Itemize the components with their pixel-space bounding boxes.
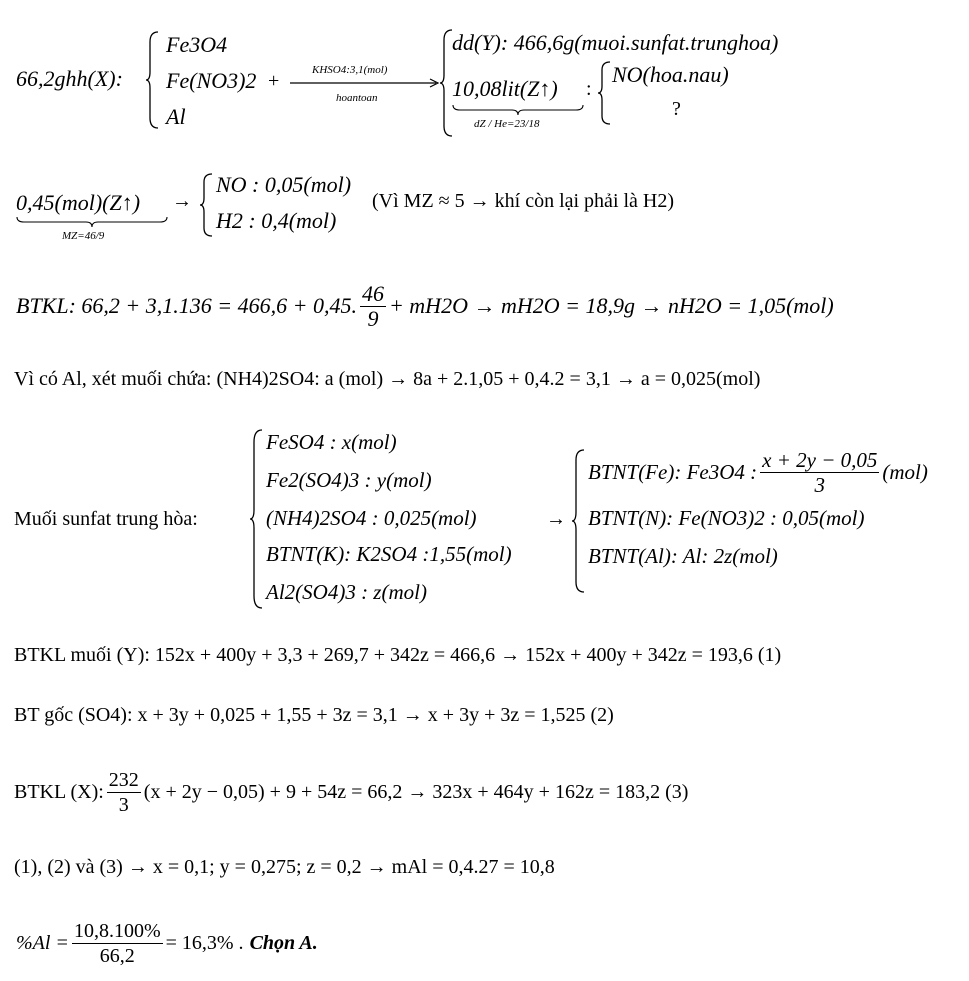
numerator: 232 (108, 768, 139, 791)
fraction (107, 768, 141, 817)
salt-item: Al2(SO4)3 : z(mol) (266, 580, 427, 604)
gas-no-amount: NO : 0,05(mol) (216, 172, 352, 197)
density-ratio: dZ / He=23/18 (474, 118, 540, 130)
equation-part: %Al = (16, 931, 69, 954)
equation-3 (14, 760, 688, 824)
fraction (72, 919, 163, 968)
note: (Vì MZ ≈ 5 → khí còn lại phải là H2) (372, 190, 675, 212)
sulfate-salts (0, 424, 969, 614)
ammonium-line: Vì có Al, xét muối chứa: (NH4)2SO4: a (mol) → 8a + 2.1,05 + 0,4.2 = 3,1 → a = 0,025(mol) (14, 368, 761, 390)
fraction (760, 448, 879, 497)
percent-al (16, 910, 318, 976)
denominator: 3 (118, 793, 129, 816)
denominator: 9 (367, 305, 379, 331)
gas-brace (200, 172, 214, 238)
equation-part: BTKL: 66,2 + 3,1.136 = 466,6 + 0,45. (16, 293, 357, 318)
left-brace (146, 30, 160, 130)
arrow-condition-top: KHSO4:3,1(mol) (312, 64, 388, 76)
al-conservation: BTNT(Al): Al: 2z(mol) (588, 544, 778, 568)
salt-item: Fe2(SO4)3 : y(mol) (266, 468, 432, 492)
reactant-item: Al (166, 104, 186, 129)
unknown-gas: ? (672, 98, 681, 120)
solution-y: dd(Y): 466,6g(muoi.sunfat.trunghoa) (452, 30, 779, 55)
salt-brace (250, 428, 264, 610)
equation-part: BTNT(Fe): Fe3O4 : (588, 460, 758, 484)
arrow: → (172, 190, 192, 212)
n-conservation: BTNT(N): Fe(NO3)2 : 0,05(mol) (588, 506, 865, 530)
colon: : (586, 78, 592, 100)
plus-sign: + (268, 70, 280, 92)
gas-analysis (0, 168, 969, 248)
gas-z: 10,08lit(Z↑) (452, 76, 558, 101)
equation-part: (mol) (882, 460, 928, 484)
equation-1: BTKL muối (Y): 152x + 400y + 3,3 + 269,7 + 342z = 466,6 → 152x + 400y + 342z = 193,6 (1) (14, 644, 782, 666)
solution-values: (1), (2) và (3) → x = 0,1; y = 0,275; z = 0,2 → mAl = 0,4.27 = 10,8 (14, 856, 555, 878)
underbrace (16, 216, 168, 228)
underbrace (452, 104, 584, 116)
reactant-item: Fe3O4 (166, 32, 228, 57)
equation-part: (x + 2y − 0,05) + 9 + 54z = 66,2 → 323x + 464y + 162z = 183,2 (3) (143, 780, 689, 803)
numerator: x + 2y − 0,05 (762, 448, 878, 472)
arrow: → (546, 508, 566, 530)
molar-mass: MZ=46/9 (62, 230, 105, 242)
denominator: 3 (814, 473, 825, 497)
salts-label: Muối sunfat trung hòa: (14, 508, 198, 530)
numerator: 10,8.100% (73, 919, 161, 942)
denominator: 66,2 (99, 944, 135, 967)
equation-2: BT gốc (SO4): x + 3y + 0,025 + 1,55 + 3z = 3,1 → x + 3y + 3z = 1,525 (2) (14, 704, 614, 726)
gas-no: NO(hoa.nau) (612, 62, 729, 87)
mixture-label: 66,2ghh(X): (16, 66, 123, 91)
fe-conservation (588, 448, 928, 497)
salt-item: BTNT(K): K2SO4 :1,55(mol) (266, 542, 512, 566)
equation-part: = 16,3% . (165, 931, 244, 954)
reactant-item: Fe(NO3)2 (166, 68, 257, 93)
answer-choice: Chọn A. (249, 931, 318, 954)
reaction-arrow (290, 78, 440, 88)
arrow-condition-bottom: hoantoan (336, 92, 378, 104)
reaction-scheme (0, 0, 969, 140)
salt-item: FeSO4 : x(mol) (266, 430, 397, 454)
gas-h2-amount: H2 : 0,4(mol) (216, 208, 337, 233)
numerator: 46 (361, 280, 384, 306)
conservation-brace (572, 448, 586, 594)
equation-part: BTKL (X): (14, 780, 104, 803)
salt-item: (NH4)2SO4 : 0,025(mol) (266, 506, 477, 530)
mass-balance (16, 276, 834, 336)
fraction (360, 282, 386, 331)
gas-brace (598, 60, 612, 126)
gas-moles: 0,45(mol)(Z↑) (16, 190, 141, 215)
equation-part: + mH2O → mH2O = 18,9g → nH2O = 1,05(mol) (388, 293, 834, 318)
